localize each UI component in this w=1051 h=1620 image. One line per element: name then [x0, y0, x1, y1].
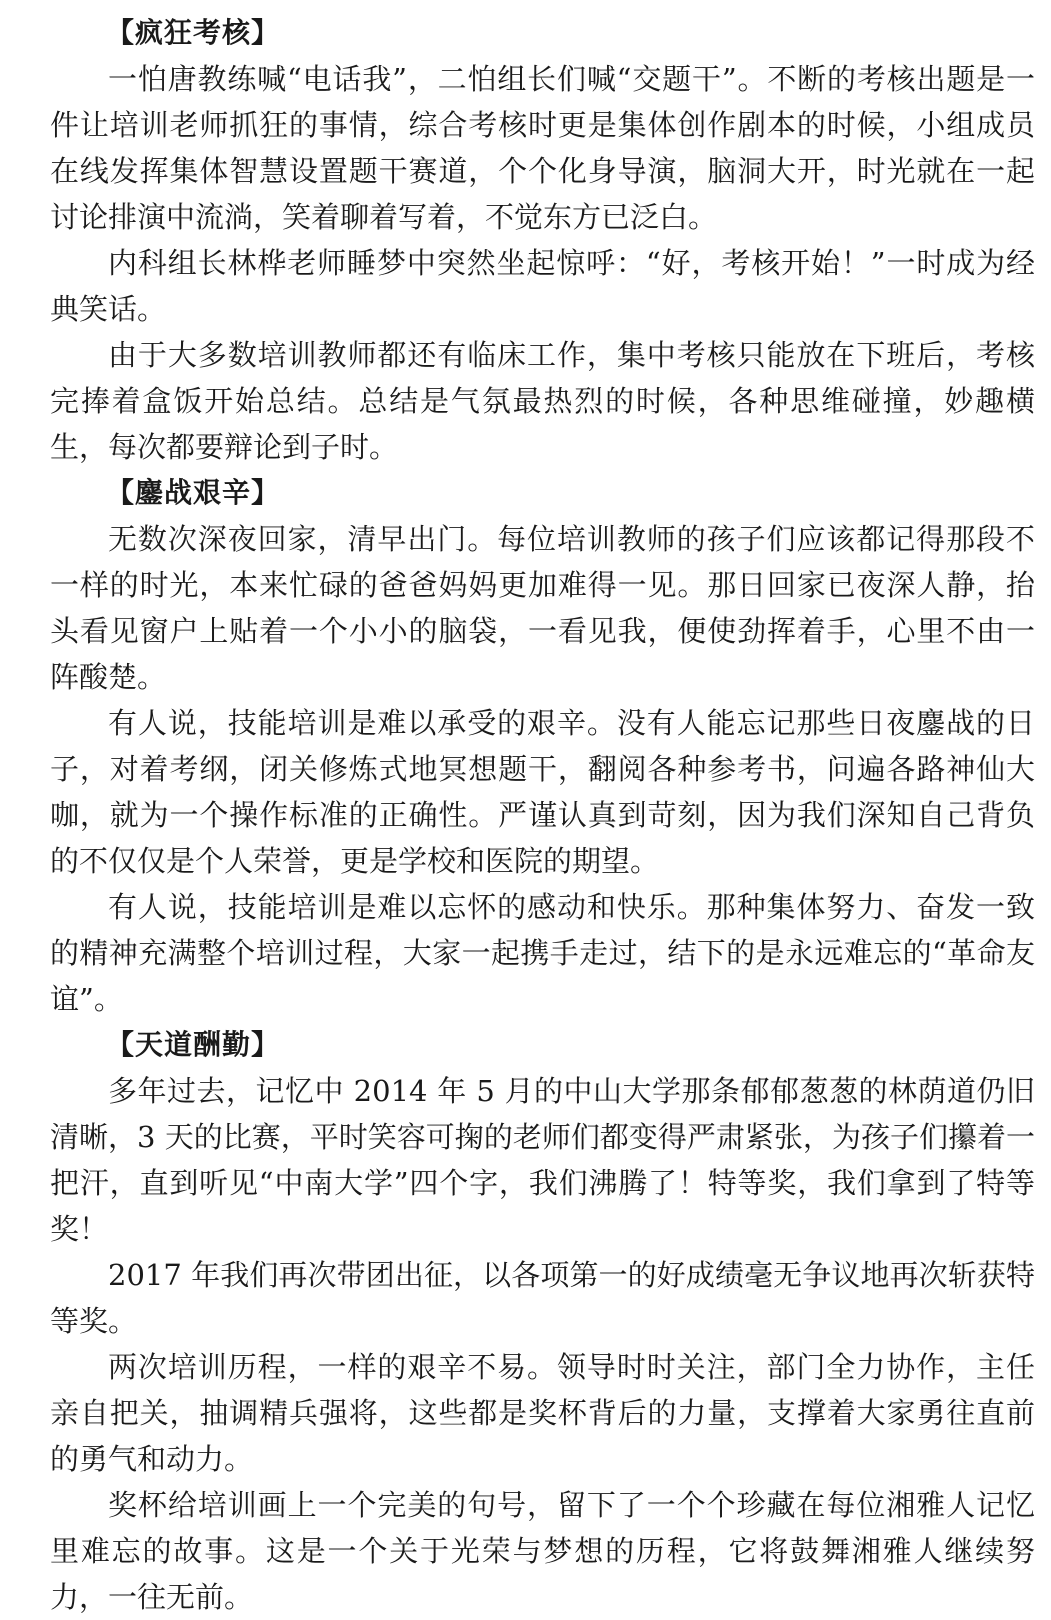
section-heading: 【天道酬勤】 — [106, 1028, 281, 1061]
paragraph: 无数次深夜回家，清早出门。每位培训教师的孩子们应该都记得那段不一样的时光，本来忙碌的爸爸妈妈更加难得一见。那日回家已夜深人静，抬头看见窗户上贴着一个小小的脑袋，一看见我，便使劲挥着手，心里不由一阵酸楚。 — [50, 522, 1035, 694]
paragraph: 有人说，技能培训是难以承受的艰辛。没有人能忘记那些日夜鏖战的日子，对着考纲，闭关修炼式地冥想题干，翻阅各种参考书，问遍各路神仙大咖，就为一个操作标准的正确性。严谨认真到苛刻，因为我们深知自己背负的不仅仅是个人荣誉，更是学校和医院的期望。 — [50, 706, 1035, 878]
paragraph: 一怕唐教练喊“电话我”，二怕组长们喊“交题干”。不断的考核出题是一件让培训老师抓狂的事情，综合考核时更是集体创作剧本的时候，小组成员在线发挥集体智慧设置题干赛道，个个化身导演，脑洞大开，时光就在一起讨论排演中流淌，笑着聊着写着，不觉东方已泛白。 — [50, 62, 1035, 234]
paragraph: 两次培训历程，一样的艰辛不易。领导时时关注，部门全力协作，主任亲自把关，抽调精兵强将，这些都是奖杯背后的力量，支撑着大家勇往直前的勇气和动力。 — [50, 1350, 1035, 1476]
paragraph: 奖杯给培训画上一个完美的句号，留下了一个个珍藏在每位湘雅人记忆里难忘的故事。这是一个关于光荣与梦想的历程，它将鼓舞湘雅人继续努力，一往无前。 — [50, 1488, 1035, 1614]
section-heading: 【鏖战艰辛】 — [106, 476, 281, 509]
section-crazy-assessment — [50, 10, 1035, 470]
paragraph: 多年过去，记忆中 2014 年 5 月的中山大学那条郁郁葱葱的林荫道仍旧清晰，3 天的比赛，平时笑容可掬的老师们都变得严肃紧张，为孩子们攥着一把汗，直到听见“中南大学”四个字，我们沸腾了！特等奖，我们拿到了特等奖！ — [50, 1074, 1035, 1246]
document-page — [50, 10, 1035, 1620]
paragraph: 2017 年我们再次带团出征，以各项第一的好成绩毫无争议地再次斩获特等奖。 — [50, 1258, 1035, 1338]
section-hard-battle — [50, 470, 1035, 1022]
section-hard-work-rewarded — [50, 1022, 1035, 1620]
paragraph: 内科组长林桦老师睡梦中突然坐起惊呼：“好，考核开始！”一时成为经典笑话。 — [50, 246, 1035, 326]
paragraph: 由于大多数培训教师都还有临床工作，集中考核只能放在下班后，考核完捧着盒饭开始总结。总结是气氛最热烈的时候，各种思维碰撞，妙趣横生，每次都要辩论到子时。 — [50, 338, 1035, 464]
section-heading: 【疯狂考核】 — [106, 16, 281, 49]
paragraph: 有人说，技能培训是难以忘怀的感动和快乐。那种集体努力、奋发一致的精神充满整个培训过程，大家一起携手走过，结下的是永远难忘的“革命友谊”。 — [50, 890, 1035, 1016]
